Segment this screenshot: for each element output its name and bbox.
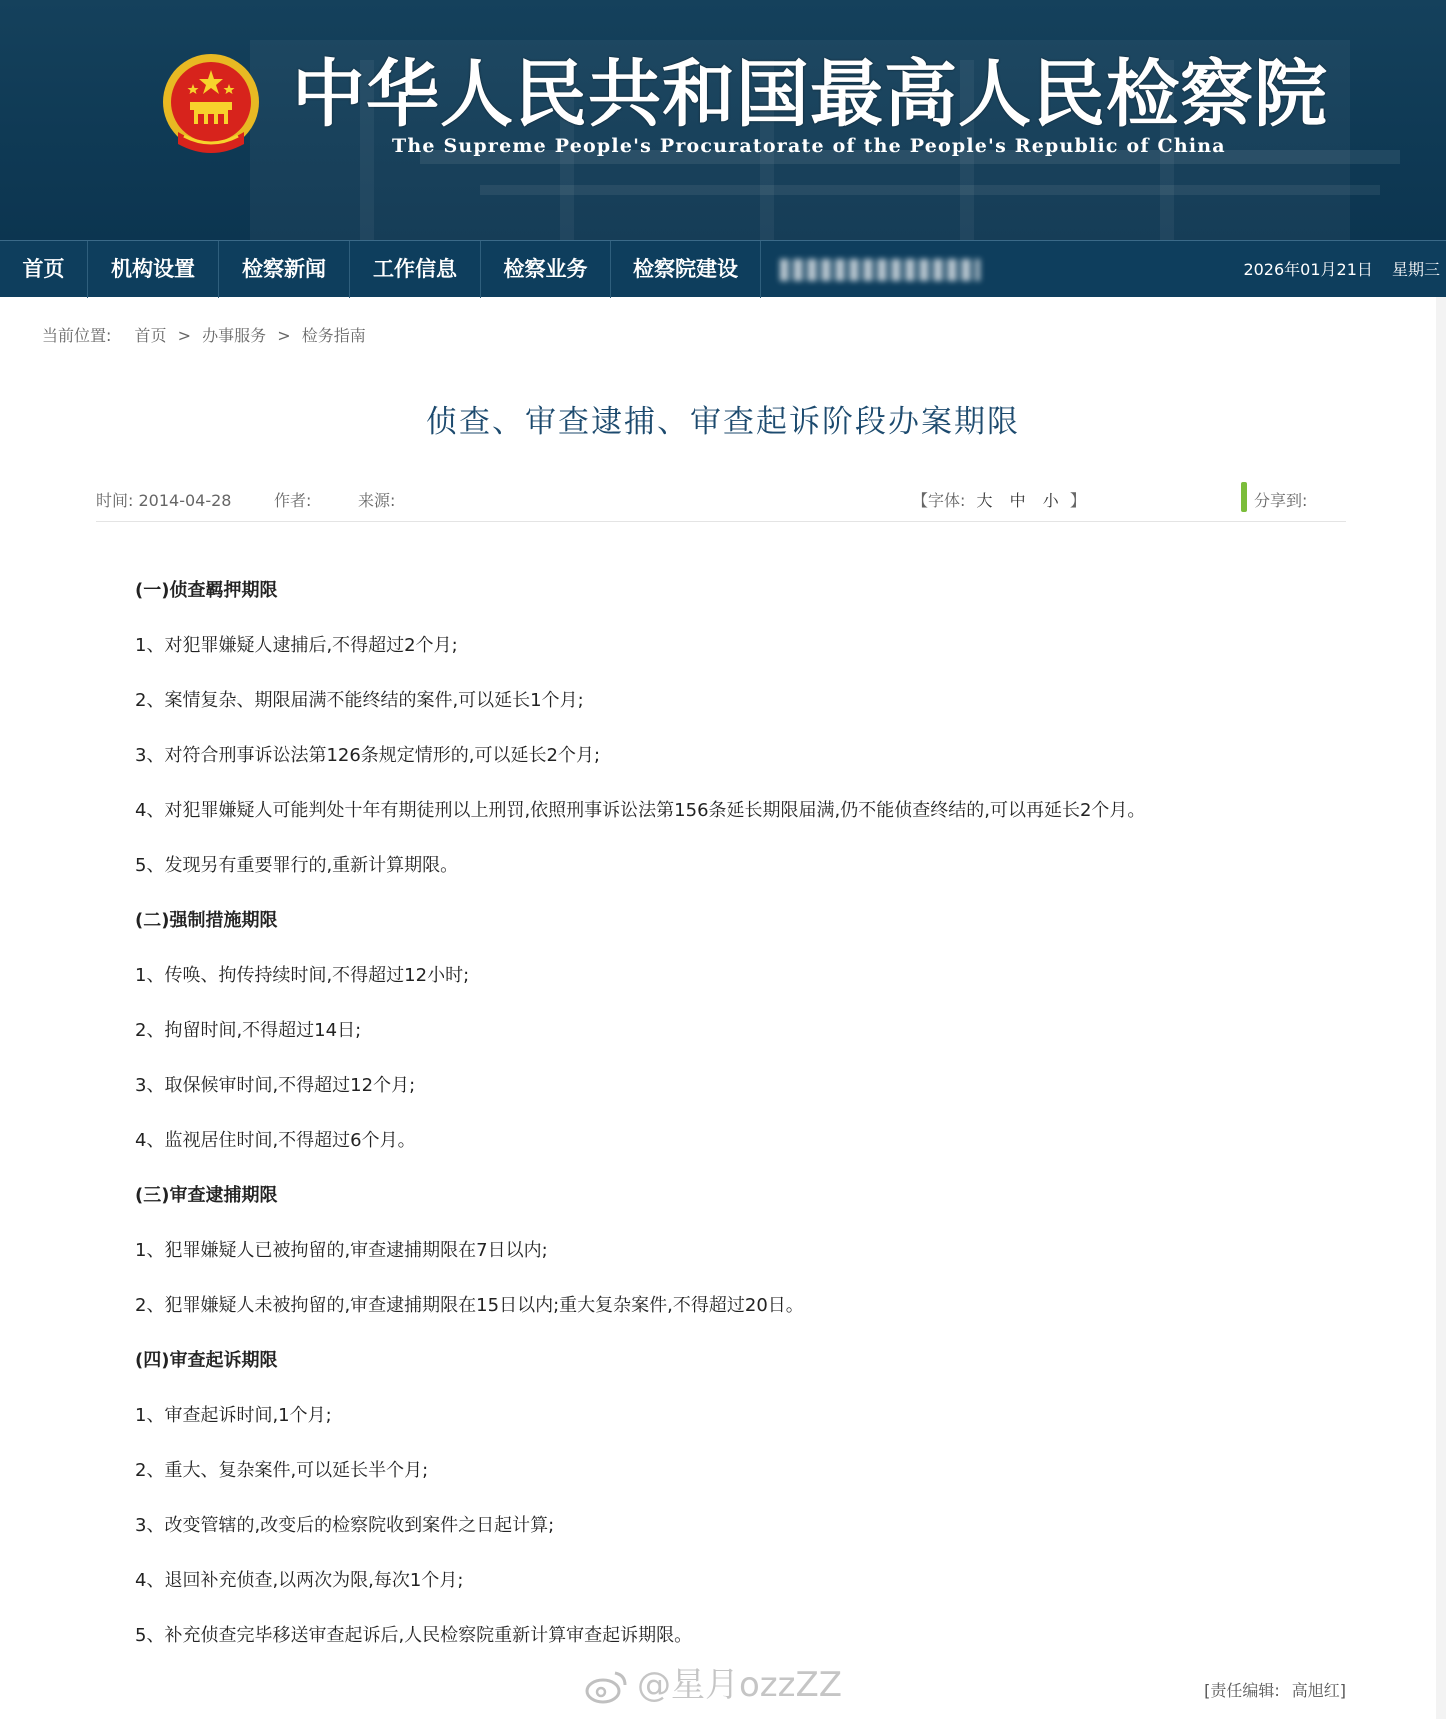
nav-item-news[interactable]: 检察新闻	[219, 241, 350, 298]
paragraph: 1、审查起诉时间,1个月;	[135, 1405, 332, 1426]
font-size-small[interactable]: 小	[1042, 491, 1059, 510]
breadcrumb-link-guide[interactable]: 检务指南	[301, 326, 366, 345]
weibo-icon	[585, 1669, 629, 1705]
nav-item-construction[interactable]: 检察院建设	[611, 241, 761, 298]
weekday-text: 星期三	[1391, 260, 1440, 279]
site-subtitle: The Supreme People's Procuratorate of the People's Republic of China	[392, 135, 1226, 157]
banner-building-ledge	[480, 185, 1380, 195]
font-size-medium[interactable]: 中	[1009, 491, 1026, 510]
paragraph: 3、取保候审时间,不得超过12个月;	[135, 1075, 416, 1096]
editor-label: [责任编辑:	[1204, 1681, 1280, 1700]
paragraph: 2、拘留时间,不得超过14日;	[135, 1020, 362, 1041]
section-heading: (一)侦查羁押期限	[135, 580, 278, 601]
font-size-close: 】	[1069, 491, 1086, 510]
section-heading: (四)审查起诉期限	[135, 1350, 278, 1371]
section-heading: (三)审查逮捕期限	[135, 1185, 278, 1206]
time-value: 2014-04-28	[138, 491, 232, 510]
national-emblem-icon	[160, 52, 262, 160]
breadcrumb-label: 当前位置:	[42, 326, 112, 345]
paragraph: 5、发现另有重要罪行的,重新计算期限。	[135, 855, 459, 876]
breadcrumb-link-services[interactable]: 办事服务	[202, 326, 267, 345]
paragraph: 2、重大、复杂案件,可以延长半个月;	[135, 1460, 429, 1481]
nav-blurred-item	[780, 259, 980, 281]
nav-item-work-info[interactable]: 工作信息	[350, 241, 481, 298]
main-nav	[0, 240, 1446, 297]
site-title: 中华人民共和国最高人民检察院	[292, 51, 1328, 137]
nav-item-business[interactable]: 检察业务	[481, 241, 611, 298]
editor-name: 高旭红]	[1291, 1681, 1346, 1700]
font-size-open: 【字体:	[912, 491, 966, 510]
paragraph: 5、补充侦查完毕移送审查起诉后,人民检察院重新计算审查起诉期限。	[135, 1625, 693, 1646]
section-heading: (二)强制措施期限	[135, 910, 278, 931]
article-body	[135, 578, 1335, 1678]
font-size-switcher	[912, 488, 1086, 511]
nav-item-home[interactable]: 首页	[0, 241, 88, 298]
current-date	[1229, 241, 1440, 298]
responsible-editor	[1204, 1678, 1346, 1701]
breadcrumb-separator: >	[277, 326, 291, 345]
share-accent-bar	[1241, 482, 1247, 512]
scrollbar-track[interactable]	[1436, 297, 1446, 1719]
publish-time	[96, 488, 231, 511]
paragraph: 3、改变管辖的,改变后的检察院收到案件之日起计算;	[135, 1515, 555, 1536]
watermark-text: @星月ozzZZ	[637, 1665, 843, 1705]
breadcrumb-link-home[interactable]: 首页	[134, 326, 167, 345]
author-label: 作者:	[274, 491, 312, 510]
breadcrumb-separator: >	[177, 326, 192, 345]
breadcrumb	[42, 323, 366, 346]
paragraph: 4、监视居住时间,不得超过6个月。	[135, 1130, 416, 1151]
time-label: 时间:	[96, 491, 134, 510]
share-label[interactable]: 分享到:	[1254, 491, 1308, 510]
paragraph: 1、犯罪嫌疑人已被拘留的,审查逮捕期限在7日以内;	[135, 1240, 548, 1261]
font-size-large[interactable]: 大	[976, 491, 993, 510]
source-label: 来源:	[358, 491, 396, 510]
paragraph: 4、对犯罪嫌疑人可能判处十年有期徒刑以上刑罚,依照刑事诉讼法第156条延长期限届满,仍不能侦查终结的,可以再延长2个月。	[135, 800, 1146, 821]
paragraph: 2、案情复杂、期限届满不能终结的案件,可以延长1个月;	[135, 690, 584, 711]
site-banner	[0, 0, 1446, 240]
weibo-watermark	[585, 1662, 865, 1708]
nav-item-organization[interactable]: 机构设置	[88, 241, 219, 298]
paragraph: 1、传唤、拘传持续时间,不得超过12小时;	[135, 965, 470, 986]
date-text: 2026年01月21日	[1243, 260, 1373, 279]
paragraph: 3、对符合刑事诉讼法第126条规定情形的,可以延长2个月;	[135, 745, 601, 766]
paragraph: 2、犯罪嫌疑人未被拘留的,审查逮捕期限在15日以内;重大复杂案件,不得超过20日。	[135, 1295, 804, 1316]
paragraph: 1、对犯罪嫌疑人逮捕后,不得超过2个月;	[135, 635, 458, 656]
article-meta	[96, 488, 1346, 522]
article-title: 侦查、审查逮捕、审查起诉阶段办案期限	[426, 404, 1020, 440]
paragraph: 4、退回补充侦查,以两次为限,每次1个月;	[135, 1570, 464, 1591]
